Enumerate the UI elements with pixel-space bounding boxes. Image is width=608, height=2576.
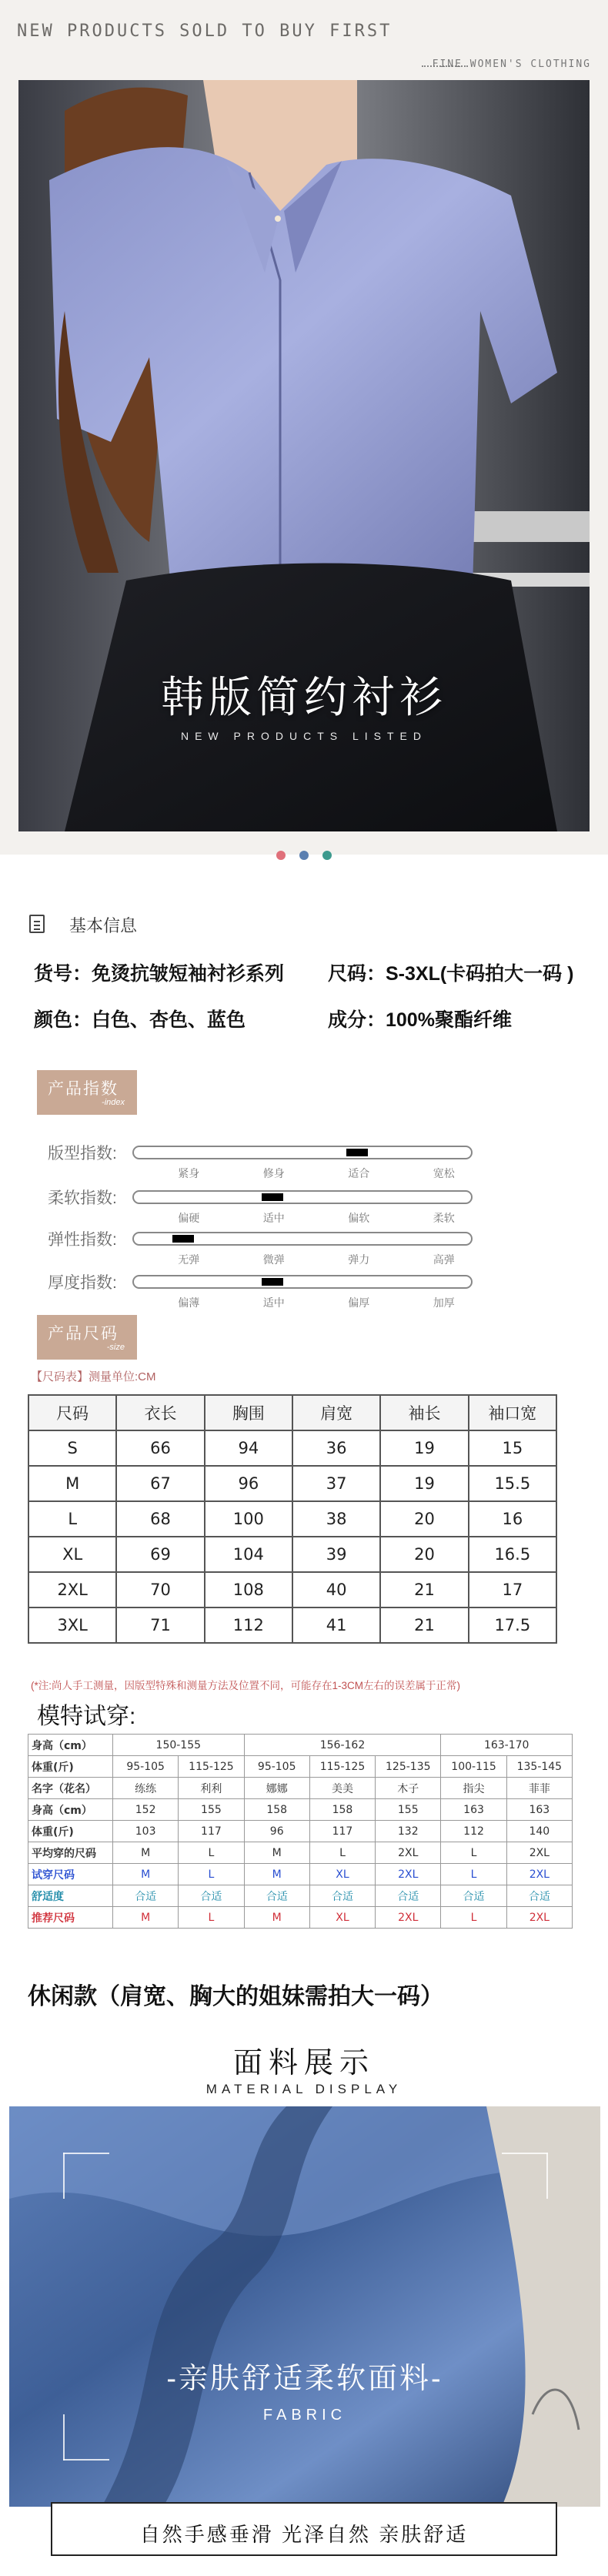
size-tag-title: 产品尺码 [48, 1325, 119, 1343]
item-number: 货号：免烫抗皱短袖衬衫系列 [34, 963, 285, 985]
size-table-cell: 15 [469, 1430, 556, 1466]
size-table-cell: 104 [205, 1537, 292, 1572]
size-table-cell: 21 [380, 1607, 468, 1643]
table-row [28, 1778, 573, 1799]
size-table-cell: 37 [292, 1466, 380, 1501]
size-table-cell: 17.5 [469, 1607, 556, 1643]
model-table-body [28, 1735, 573, 1929]
material-composition: 成分：100%聚酯纤维 [328, 1009, 512, 1031]
model-table-cell: 2XL [376, 1842, 441, 1864]
index-option: 适中 [262, 1296, 285, 1309]
index-marker [346, 1149, 368, 1156]
model-table-cell: 合适 [376, 1885, 441, 1907]
size-table-cell: 100 [205, 1501, 292, 1537]
model-row-header: 身高（cm） [28, 1799, 113, 1821]
model-table-cell: 96 [244, 1821, 309, 1842]
size-chart-note: 【尺码表】测量单位:CM [31, 1370, 156, 1383]
hero-caption: NEW PRODUCTS LISTED [180, 730, 427, 742]
model-weight-range: 95-105 [113, 1756, 179, 1778]
table-row [28, 1821, 573, 1842]
model-weight-range: 135-145 [506, 1756, 572, 1778]
index-option: 偏薄 [178, 1296, 200, 1309]
table-row [28, 1907, 573, 1929]
index-option: 偏硬 [178, 1212, 200, 1224]
index-marker [172, 1235, 194, 1243]
table-row [28, 1501, 556, 1537]
size-table-header-cell: 肩宽 [292, 1395, 380, 1430]
table-row [28, 1607, 556, 1643]
index-label: 厚度指数: [48, 1274, 117, 1292]
index-option: 弹力 [348, 1253, 370, 1266]
size-table-cell: 40 [292, 1572, 380, 1607]
model-table-cell: 163 [441, 1799, 506, 1821]
model-table-cell: 155 [179, 1799, 244, 1821]
model-table-cell: M [244, 1907, 309, 1929]
index-label: 弹性指数: [48, 1231, 117, 1249]
size-table-cell: 2XL [28, 1572, 116, 1607]
model-table-cell: XL [309, 1864, 375, 1885]
size-table-header [28, 1395, 556, 1430]
size-table-header-cell: 胸围 [205, 1395, 292, 1430]
carousel-dots[interactable] [0, 850, 608, 864]
model-table-cell: 158 [309, 1799, 375, 1821]
model-table-cell: 2XL [506, 1842, 572, 1864]
index-marker [262, 1278, 283, 1286]
size-table-cell: 19 [380, 1430, 468, 1466]
index-option: 适中 [262, 1212, 285, 1224]
hero-section [0, 0, 608, 855]
model-table-cell: M [244, 1842, 309, 1864]
carousel-dot-3[interactable] [322, 851, 332, 860]
material-title: 面料展示 [232, 2047, 375, 2079]
table-row [28, 1735, 573, 1756]
fabric-label: FABRIC [262, 2407, 347, 2424]
table-row [28, 1885, 573, 1907]
model-weight-range: 115-125 [179, 1756, 244, 1778]
index-option: 柔软 [433, 1212, 455, 1224]
size-table-cell: 112 [205, 1607, 292, 1643]
model-table-cell: 合适 [113, 1885, 179, 1907]
model-table-cell: 娜娜 [244, 1778, 309, 1799]
model-row-header: 试穿尺码 [28, 1864, 113, 1885]
size-table-cell: 16.5 [469, 1537, 556, 1572]
size-table-cell: XL [28, 1537, 116, 1572]
size-table-cell: 69 [116, 1537, 204, 1572]
table-row [28, 1430, 556, 1466]
table-row [28, 1864, 573, 1885]
size-table-cell: 16 [469, 1501, 556, 1537]
model-table-cell: L [179, 1907, 244, 1929]
material-subtitle: MATERIAL DISPLAY [205, 2082, 403, 2096]
index-bar [132, 1275, 473, 1289]
size-table-cell: 67 [116, 1466, 204, 1501]
index-option: 宽松 [433, 1167, 455, 1179]
index-tag-title: 产品指数 [48, 1080, 119, 1098]
size-table-cell: M [28, 1466, 116, 1501]
model-heading: 模特试穿: [37, 1704, 136, 1729]
size-table-header-cell: 袖口宽 [469, 1395, 556, 1430]
model-table-cell: 117 [179, 1821, 244, 1842]
model-table-cell: M [113, 1842, 179, 1864]
index-bar [132, 1232, 473, 1246]
fabric-photo [9, 2106, 600, 2507]
size-footnote: (*注:尚人手工测量，因版型特殊和测量方法及位置不同，可能存在1-3CM左右的误差属于正常) [31, 1680, 461, 1691]
model-table-cell: 美美 [309, 1778, 375, 1799]
size-table-cell: 15.5 [469, 1466, 556, 1501]
size-table-header-cell: 袖长 [380, 1395, 468, 1430]
size-table-body [28, 1430, 556, 1643]
size-table-cell: S [28, 1430, 116, 1466]
model-table-cell: 103 [113, 1821, 179, 1842]
model-weight-range: 125-135 [376, 1756, 441, 1778]
index-tag-sub: -index [102, 1098, 125, 1107]
size-table-cell: 20 [380, 1501, 468, 1537]
size-table-cell: 20 [380, 1537, 468, 1572]
table-row [28, 1537, 556, 1572]
size-tag-sub: -size [106, 1343, 125, 1352]
size-table [28, 1394, 557, 1644]
size-table-cell: 41 [292, 1607, 380, 1643]
size-table-cell: 96 [205, 1466, 292, 1501]
model-table-cell: M [244, 1864, 309, 1885]
size-table-cell: 19 [380, 1466, 468, 1501]
model-table-cell: 合适 [179, 1885, 244, 1907]
model-table-cell: 2XL [376, 1907, 441, 1929]
model-table-cell: L [179, 1842, 244, 1864]
model-table-cell: 2XL [376, 1864, 441, 1885]
model-table-cell: 158 [244, 1799, 309, 1821]
size-table-cell: 68 [116, 1501, 204, 1537]
model-table-cell: 指尖 [441, 1778, 506, 1799]
carousel-dot-1[interactable] [276, 851, 286, 860]
size-table-header-cell: 衣长 [116, 1395, 204, 1430]
model-table-cell: 合适 [506, 1885, 572, 1907]
size-table-cell: L [28, 1501, 116, 1537]
table-row [28, 1842, 573, 1864]
color-options: 颜色：白色、杏色、蓝色 [34, 1009, 246, 1031]
model-table-cell: 练练 [113, 1778, 179, 1799]
size-range: 尺码：S-3XL(卡码拍大一码 ) [328, 963, 574, 985]
size-table-cell: 66 [116, 1430, 204, 1466]
model-table-cell: 木子 [376, 1778, 441, 1799]
index-option: 加厚 [433, 1296, 455, 1309]
model-table-cell: 2XL [506, 1907, 572, 1929]
model-table-cell: 合适 [309, 1885, 375, 1907]
model-weight-range: 115-125 [309, 1756, 375, 1778]
model-table-cell: M [113, 1864, 179, 1885]
model-table-cell: L [309, 1842, 375, 1864]
model-table-cell: 合适 [244, 1885, 309, 1907]
model-table-cell: 163 [506, 1799, 572, 1821]
slogan-text: 自然手感垂滑 光泽自然 亲肤舒适 [139, 2523, 469, 2546]
model-table-cell: L [441, 1842, 506, 1864]
index-option: 紧身 [178, 1167, 200, 1179]
size-table-header-cell: 尺码 [28, 1395, 116, 1430]
model-height-group: 156-162 [244, 1735, 441, 1756]
slogan-box [51, 2502, 557, 2556]
model-table-cell: 利利 [179, 1778, 244, 1799]
size-table-cell: 71 [116, 1607, 204, 1643]
model-row-header: 名字（花名） [28, 1778, 113, 1799]
size-table-cell: 70 [116, 1572, 204, 1607]
index-label: 柔软指数: [48, 1189, 117, 1207]
index-option: 高弹 [433, 1253, 455, 1266]
model-row-header: 身高（cm） [28, 1735, 113, 1756]
table-row [28, 1756, 573, 1778]
model-table-cell: 菲菲 [506, 1778, 572, 1799]
size-table-cell: 3XL [28, 1607, 116, 1643]
table-row [28, 1572, 556, 1607]
size-table-cell: 36 [292, 1430, 380, 1466]
size-table-cell: 39 [292, 1537, 380, 1572]
carousel-dot-2[interactable] [299, 851, 309, 860]
size-table-cell: 17 [469, 1572, 556, 1607]
model-table-cell: 117 [309, 1821, 375, 1842]
model-height-group: 150-155 [113, 1735, 245, 1756]
hero-title: 韩版简约衬衫 [161, 673, 447, 723]
fabric-overlay-text: -亲肤舒适柔软面料- [166, 2363, 443, 2395]
model-table-cell: 140 [506, 1821, 572, 1842]
index-marker [262, 1193, 283, 1201]
index-option: 修身 [262, 1167, 285, 1179]
index-bar [132, 1190, 473, 1204]
model-row-header: 舒适度 [28, 1885, 113, 1907]
index-bar [132, 1146, 473, 1159]
size-table-cell: 94 [205, 1430, 292, 1466]
model-table-cell: 132 [376, 1821, 441, 1842]
model-table-cell: 112 [441, 1821, 506, 1842]
table-row [28, 1466, 556, 1501]
model-table-cell: 合适 [441, 1885, 506, 1907]
model-table-cell: 2XL [506, 1864, 572, 1885]
model-table [28, 1734, 573, 1929]
model-table-cell: L [179, 1864, 244, 1885]
table-row [28, 1799, 573, 1821]
model-height-group: 163-170 [441, 1735, 573, 1756]
model-weight-range: 95-105 [244, 1756, 309, 1778]
model-row-header: 体重(斤) [28, 1821, 113, 1842]
model-weight-range: 100-115 [441, 1756, 506, 1778]
index-option: 微弹 [262, 1253, 285, 1266]
index-option: 偏软 [348, 1212, 370, 1224]
index-option: 偏厚 [348, 1296, 370, 1309]
model-row-header: 平均穿的尺码 [28, 1842, 113, 1864]
model-table-cell: XL [309, 1907, 375, 1929]
model-footer-note: 休闲款（肩宽、胸大的姐妹需拍大一码） [28, 1984, 443, 2009]
model-table-cell: L [441, 1907, 506, 1929]
fabric-illustration [9, 2106, 600, 2507]
model-row-header: 推荐尺码 [28, 1907, 113, 1929]
model-row-header: 体重(斤) [28, 1756, 113, 1778]
index-option: 适合 [348, 1167, 370, 1179]
size-table-cell: 38 [292, 1501, 380, 1537]
size-table-cell: 21 [380, 1572, 468, 1607]
size-table-cell: 108 [205, 1572, 292, 1607]
hero-header: NEW PRODUCTS SOLD TO BUY FIRST [17, 22, 393, 41]
model-table-cell: 155 [376, 1799, 441, 1821]
index-option: 无弹 [178, 1253, 200, 1266]
hero-photo [18, 80, 590, 831]
info-heading: 基本信息 [69, 916, 138, 935]
index-tag [37, 1070, 137, 1115]
index-label: 版型指数: [48, 1145, 117, 1163]
hero-subheader: FINE WOMEN'S CLOTHING [432, 59, 591, 70]
model-table-cell: M [113, 1907, 179, 1929]
size-tag [37, 1315, 137, 1360]
model-table-cell: L [441, 1864, 506, 1885]
document-icon [29, 915, 45, 933]
model-table-cell: 152 [113, 1799, 179, 1821]
